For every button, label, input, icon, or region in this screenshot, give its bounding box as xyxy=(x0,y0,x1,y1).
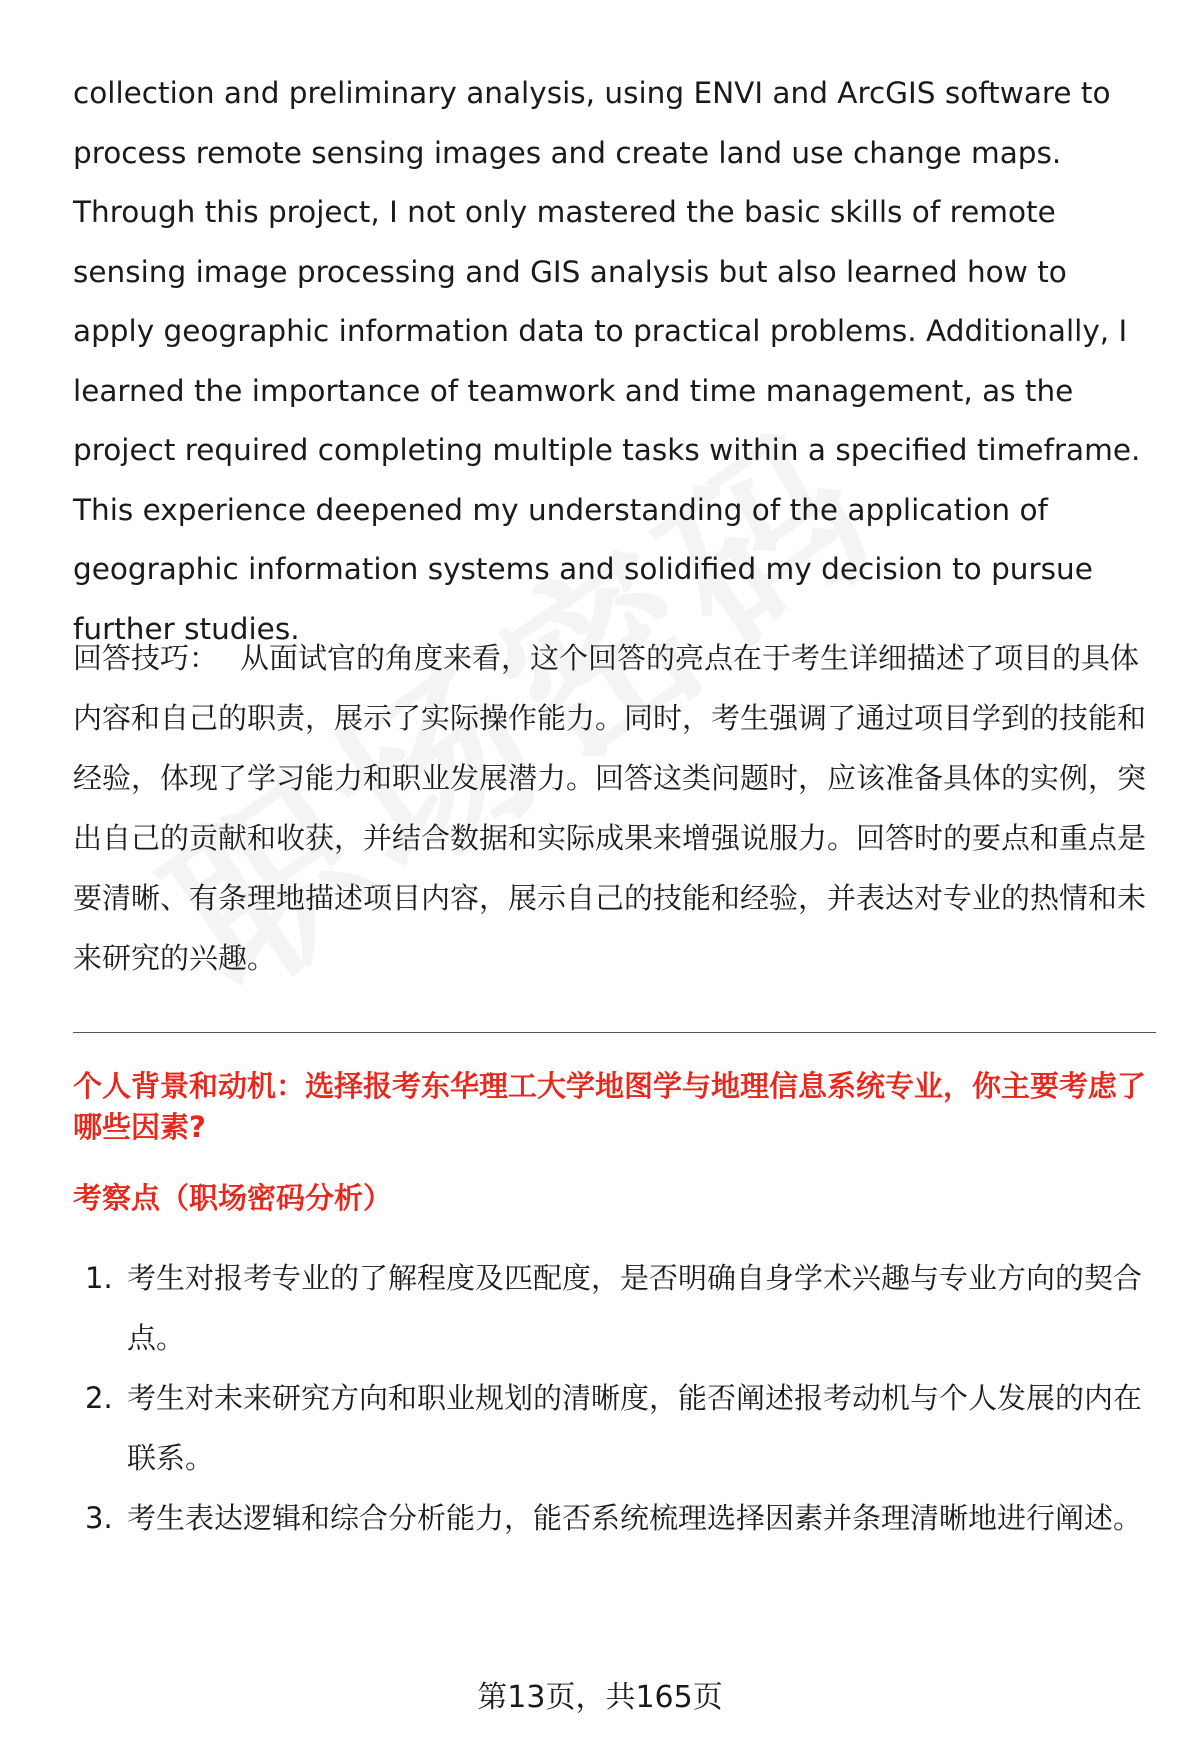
tips-text: 从面试官的角度来看，这个回答的亮点在于考生详细描述了项目的具体内容和自己的职责，展示了实际操作能力。同时，考生强调了通过项目学到的技能和经验，体现了学习能力和职业发展潜力。回答这类问题时，应该准备具体的实例，突出自己的贡献和收获，并结合数据和实际成果来增强说服力。回答时的要点和重点是要清晰、有条理地描述项目内容，展示自己的技能和经验，并表达对专业的热情和未来研究的兴趣。 xyxy=(73,641,1147,975)
list-item-number: 1. xyxy=(85,1261,113,1295)
list-item-text: 考生表达逻辑和综合分析能力，能否系统梳理选择因素并条理清晰地进行阐述。 xyxy=(127,1501,1143,1535)
page-number-footer: 第13页，共165页 xyxy=(477,1680,723,1715)
analysis-heading: 考察点（职场密码分析） xyxy=(73,1181,393,1215)
list-item xyxy=(73,1368,1163,1488)
section-divider xyxy=(73,1032,1156,1033)
list-item-number: 2. xyxy=(85,1381,113,1415)
question-heading: 个人背景和动机：选择报考东华理工大学地图学与地理信息系统专业，你主要考虑了哪些因素? xyxy=(73,1069,1147,1144)
analysis-points-list xyxy=(73,1248,1163,1548)
list-item xyxy=(73,1488,1163,1548)
list-item-number: 3. xyxy=(85,1501,113,1535)
list-item-text: 考生对报考专业的了解程度及匹配度，是否明确自身学术兴趣与专业方向的契合点。 xyxy=(127,1261,1143,1355)
tips-label: 回答技巧： xyxy=(73,641,219,675)
list-item-text: 考生对未来研究方向和职业规划的清晰度，能否阐述报考动机与个人发展的内在联系。 xyxy=(127,1381,1143,1475)
answer-paragraph: collection and preliminary analysis, using ENVI and ArcGIS software to process remote sensing images and create land use change maps. Through this project, I not only mastered the basic skills of remote sensing image processing and GIS analysis but also learned how to apply geographic information data to practical problems. Additionally, I learned the importance of teamwork and time management, as the project required completing multiple tasks within a specified timeframe. This experience deepened my understanding of the application of geographic information systems and solidified my decision to pursue further studies. xyxy=(73,76,1141,646)
list-item xyxy=(73,1248,1163,1368)
answer-tips xyxy=(73,628,1163,988)
